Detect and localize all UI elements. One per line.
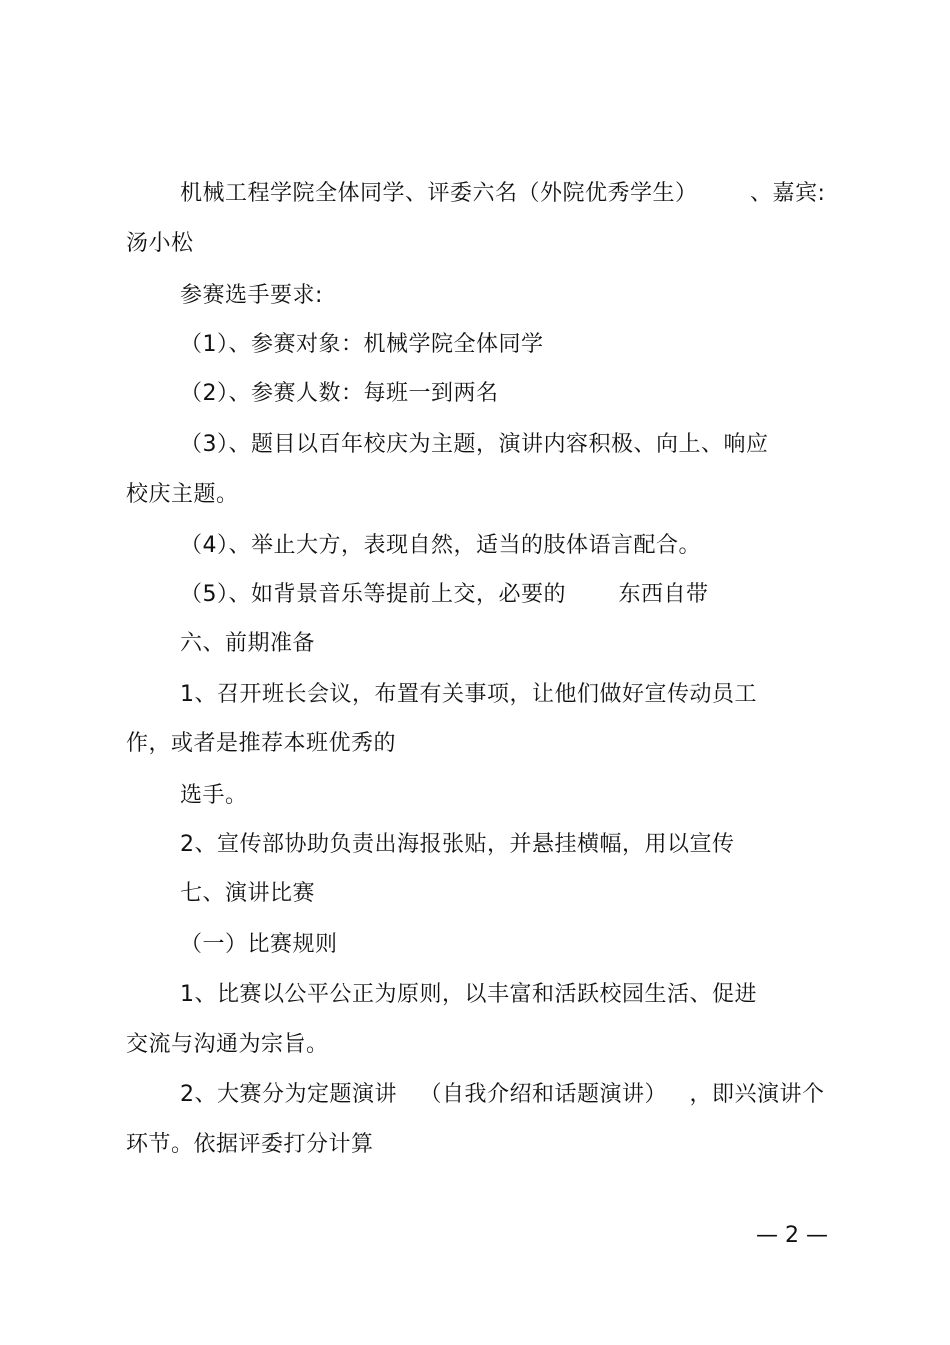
body-line-guest: 汤小松: [126, 231, 194, 256]
body-line-rule-2: 2、大赛分为定题演讲 （自我介绍和话题演讲） ，即兴演讲个: [180, 1082, 825, 1107]
body-line-req-2: （2）、参赛人数：每班一到两名: [180, 381, 499, 406]
body-line-req-3: （3）、题目以百年校庆为主题，演讲内容积极、向上、响应: [180, 432, 769, 457]
section-heading-preparation: 六、前期准备: [180, 631, 316, 656]
body-line-prep-1-end: 选手。: [180, 783, 248, 808]
body-line-judges: 机械工程学院全体同学、评委六名（外院优秀学生） 、嘉宾:: [180, 181, 826, 206]
body-line-prep-2: 2、宣传部协助负责出海报张贴，并悬挂横幅，用以宣传: [180, 832, 735, 857]
body-line-rule-1: 1、比赛以公平公正为原则，以丰富和活跃校园生活、促进: [180, 982, 757, 1007]
body-line-req-1: （1）、参赛对象：机械学院全体同学: [180, 332, 544, 357]
section-heading-contest: 七、演讲比赛: [180, 881, 316, 906]
body-line-rule-2-cont: 环节。依据评委打分计算: [126, 1132, 374, 1157]
body-line-req-3-cont: 校庆主题。: [126, 482, 239, 507]
subsection-heading-rules: （一）比赛规则: [180, 932, 338, 957]
body-line-prep-1: 1、召开班长会议，布置有关事项，让他们做好宣传动员工: [180, 682, 757, 707]
body-line-prep-1-cont: 作，或者是推荐本班优秀的: [126, 731, 397, 756]
body-line-req-5: （5）、如背景音乐等提前上交，必要的 东西自带: [180, 582, 709, 607]
body-line-requirements-heading: 参赛选手要求:: [180, 283, 323, 308]
body-line-rule-1-cont: 交流与沟通为宗旨。: [126, 1032, 329, 1057]
body-line-req-4: （4）、举止大方，表现自然，适当的肢体语言配合。: [180, 533, 701, 558]
page-number: — 2 —: [756, 1223, 828, 1248]
